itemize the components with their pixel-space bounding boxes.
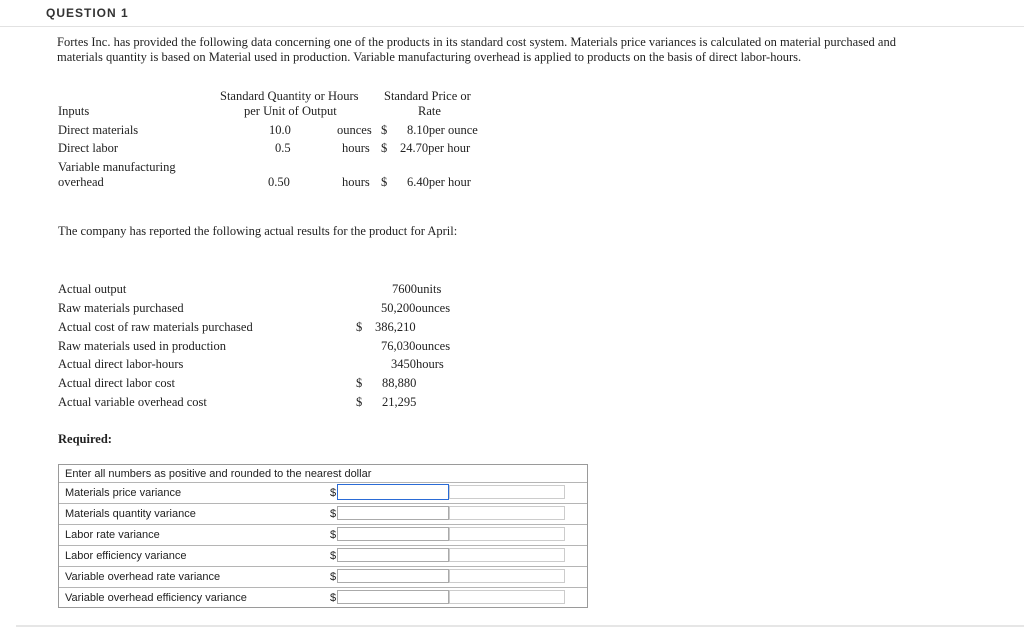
actual-label: Raw materials purchased xyxy=(58,301,184,315)
actual-label: Actual output xyxy=(58,282,127,296)
dollar-sign: $ xyxy=(330,592,337,604)
answer-row-label: Labor rate variance xyxy=(65,529,160,541)
answer-extra-cell[interactable] xyxy=(449,485,565,499)
answer-row xyxy=(59,482,587,504)
materials-quantity-variance-input[interactable] xyxy=(337,506,449,520)
std-qty-header-1: Standard Quantity or Hours xyxy=(220,89,359,103)
std-row-rate: 24.70per hour xyxy=(400,141,471,155)
question-title: QUESTION 1 xyxy=(46,6,129,20)
dollar-sign: $ xyxy=(330,550,337,562)
actual-dollar: $ xyxy=(356,320,363,334)
dollar-sign: $ xyxy=(330,487,337,499)
dollar-sign: $ xyxy=(330,571,337,583)
answer-row-label: Labor efficiency variance xyxy=(65,550,187,562)
answer-row-label: Variable overhead rate variance xyxy=(65,571,221,583)
std-row-unit: hours xyxy=(342,141,370,155)
actual-label: Raw materials used in production xyxy=(58,339,227,353)
actual-intro: The company has reported the following actual results for the product for April: xyxy=(58,224,458,238)
answer-extra-cell[interactable] xyxy=(449,527,565,541)
std-row-rate: 6.40per hour xyxy=(407,175,471,189)
actual-value: 7600units xyxy=(392,282,442,296)
question-intro xyxy=(57,35,957,65)
labor-efficiency-variance-input[interactable] xyxy=(337,548,449,562)
intro-line-2: materials quantity is based on Material used in production. Variable manufacturing overhead is applied to products on the basis of direct labor-hours. xyxy=(57,50,802,64)
materials-price-variance-input[interactable] xyxy=(337,484,449,500)
std-row-label: Variable manufacturing xyxy=(58,160,176,174)
std-row-qty: 10.0 xyxy=(269,123,291,137)
std-inputs-header: Inputs xyxy=(58,104,90,118)
answer-row xyxy=(59,503,587,525)
actual-value: 76,030ounces xyxy=(381,339,451,353)
answer-row xyxy=(59,587,587,609)
actual-label: Actual cost of raw materials purchased xyxy=(58,320,253,334)
std-row-dollar: $ xyxy=(381,175,388,189)
answer-row-label: Variable overhead efficiency variance xyxy=(65,592,247,604)
answer-extra-cell[interactable] xyxy=(449,590,565,604)
std-row-label: Direct materials xyxy=(58,123,139,137)
labor-rate-variance-input[interactable] xyxy=(337,527,449,541)
answer-row-label: Materials quantity variance xyxy=(65,508,196,520)
std-row-qty: 0.5 xyxy=(275,141,291,155)
std-row-dollar: $ xyxy=(381,141,388,155)
std-row-unit: ounces xyxy=(337,123,372,137)
std-row-label: Direct labor xyxy=(58,141,119,155)
answer-extra-cell[interactable] xyxy=(449,548,565,562)
variable-overhead-efficiency-variance-input[interactable] xyxy=(337,590,449,604)
actual-value: 3450hours xyxy=(391,357,444,371)
answer-extra-cell[interactable] xyxy=(449,569,565,583)
dollar-sign: $ xyxy=(330,529,337,541)
dollar-sign: $ xyxy=(330,508,337,520)
actual-value: 21,295 xyxy=(382,395,417,409)
header-divider xyxy=(0,26,1024,27)
intro-line-1: Fortes Inc. has provided the following data concerning one of the products in its standard cost system. Materials price variances is calculated on material purchased and xyxy=(57,35,896,49)
required-heading: Required: xyxy=(58,432,112,446)
std-row-dollar: $ xyxy=(381,123,388,137)
std-price-header-1: Standard Price or xyxy=(384,89,471,103)
actual-dollar: $ xyxy=(356,376,363,390)
answer-table xyxy=(58,464,588,608)
actual-label: Actual variable overhead cost xyxy=(58,395,207,409)
std-row-unit: hours xyxy=(342,175,370,189)
answer-row xyxy=(59,566,587,588)
variable-overhead-rate-variance-input[interactable] xyxy=(337,569,449,583)
answer-table-header: Enter all numbers as positive and rounded to the nearest dollar xyxy=(65,468,372,480)
actual-value: 50,200ounces xyxy=(381,301,451,315)
std-price-header-2: Rate xyxy=(418,104,441,118)
std-row-qty: 0.50 xyxy=(268,175,290,189)
std-qty-header-2: per Unit of Output xyxy=(244,104,337,118)
actual-label: Actual direct labor cost xyxy=(58,376,175,390)
actual-value: 88,880 xyxy=(382,376,417,390)
actual-value: 386,210 xyxy=(375,320,416,334)
std-row-rate: 8.10per ounce xyxy=(407,123,478,137)
answer-extra-cell[interactable] xyxy=(449,506,565,520)
answer-row xyxy=(59,545,587,567)
actual-label: Actual direct labor-hours xyxy=(58,357,184,371)
answer-row xyxy=(59,524,587,546)
actual-dollar: $ xyxy=(356,395,363,409)
answer-row-label: Materials price variance xyxy=(65,487,182,499)
std-row-label-2: overhead xyxy=(58,175,104,189)
